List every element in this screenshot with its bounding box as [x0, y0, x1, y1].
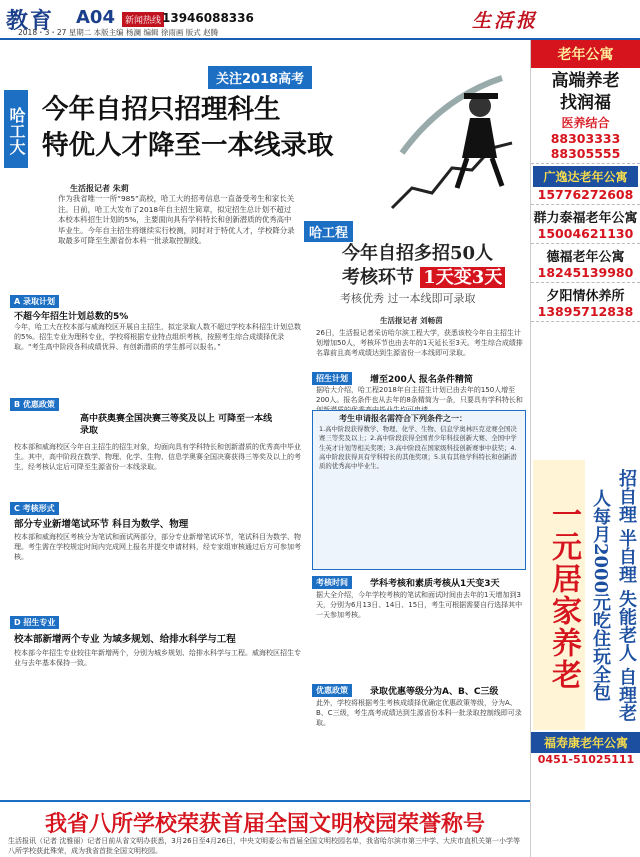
sub-headline-prefix: 考核环节 — [342, 267, 414, 288]
topic-tag: 关注2018高考 — [208, 66, 312, 89]
side-b-title: 学科考核和素质考核从1天变3天 — [370, 579, 500, 589]
side-c-tag: 优惠政策 — [312, 684, 352, 697]
sub-subhead: 考核优秀 过一本线即可录取 — [340, 292, 476, 305]
ad-qunli — [531, 205, 640, 244]
side-b-body: 据大全介绍，今年学校考核的笔试和面试时间由去年的1天增加到3天，分别为6月13日、14日、15日，考生可根据需要自行选择其中一天参加考核。 — [316, 591, 523, 619]
side-a-title: 增至200人 报名条件精简 — [370, 375, 473, 385]
ad-xiyang — [531, 283, 640, 322]
ad-qunli-title: 群力泰福老年公寓 — [533, 211, 638, 226]
section-a-title: 不超今年招生计划总数的5% — [14, 312, 129, 322]
side-a-tag: 招生计划 — [312, 372, 352, 385]
ad-header: 老年公寓 — [531, 40, 640, 68]
ad-xiyang-title: 夕阳情休养所 — [546, 289, 625, 304]
ad-qunli-tel: 15004621130 — [537, 226, 634, 241]
ad-vertical-left: 一元居家养老 — [533, 460, 585, 730]
section-b-tag: B 优惠政策 — [10, 398, 59, 411]
ad-runfu-tag: 医养结合 — [561, 116, 610, 130]
sub-tag: 哈工程 — [304, 221, 353, 242]
section-d-body: 校本部今年招生专业较往年新增两个，分别为城乡规划、给排水科学与工程。威海校区招生专业与去年基本保持一致。 — [14, 649, 301, 667]
ad-runfu — [531, 68, 640, 164]
ad-defu-tel: 18245139980 — [537, 265, 634, 280]
section-c-body: 校本部和威海校区考核分为笔试和面试两部分，部分专业新增笔试环节，笔试科目为数学、物理。考生需在学校规定时间内完成网上报名并提交申请材料，经专家组审核通过后方可参加考核。 — [14, 533, 301, 561]
side-c-body: 此外，学校将根据考生考核成绩择优确定优惠政策等级，分为A、B、C三级，考生高考成绩达到生源省份本科一批录取控制线即可录取。 — [316, 699, 522, 727]
section-b-body: 校本部和威海校区今年自主招生的招生对象，均面向具有学科特长和创新潜质的优秀高中毕业生。其中，高中阶段在数学、物理、化学、生物、信息学奥赛全国决赛获得三等奖及以上的考生，经考核认定后可降至生源省份一本线录取。 — [14, 443, 301, 471]
lead-paragraph: 作为我省唯一一所“985”高校，哈工大的招考信息一直备受考生和家长关注。日前，哈工大发布了2018年自主招生简章，拟定招生总计划不超过本校本科招生计划的5%，主要面向具有学科特长和创新潜质的优秀高中毕业生。今年自主招生将继续实行校测，同时对于特优人才，学校降分录取最多可降至生源省份本科一批录取控制线。 — [58, 194, 295, 245]
section-a-tag: A 录取计划 — [10, 295, 59, 308]
school-tag: 哈工大 — [4, 90, 28, 168]
issue-meta: 2018・3・27 星期二 本版主编 杨澜 编辑 徐雨画 版式 赵腾 — [18, 28, 219, 37]
ad-runfu-line2: 找润福 — [560, 93, 611, 113]
ad-runfu-tel2: 88305555 — [550, 146, 621, 161]
main-headline — [42, 92, 334, 164]
ad-runfu-line1: 高端养老 — [551, 71, 620, 91]
newspaper-logo: 生活报 — [472, 10, 539, 32]
byline: 生活报记者 朱莉 — [70, 184, 129, 193]
section-c-tag: C 考核形式 — [10, 502, 59, 515]
bottom-headline: 我省八所学校荣获首届全国文明校园荣誉称号 — [44, 811, 485, 837]
section-d-tag: D 招生专业 — [10, 616, 59, 629]
requirements-title: 考生申请报名需符合下列条件之一： — [339, 414, 467, 423]
section-d-title: 校本部新增两个专业 为域多规划、给排水科学与工程 — [14, 634, 236, 645]
side-c-title: 录取优惠等级分为A、B、C三级 — [370, 687, 499, 697]
masthead — [0, 0, 640, 40]
headline-line-2: 特优人才降至一本线录取 — [42, 130, 334, 161]
ad-xiyang-tel: 13895712838 — [537, 304, 634, 319]
ad-guangyida — [531, 164, 640, 205]
ad-footer-tel: 0451-51025111 — [537, 753, 635, 766]
sub-headline-line-1: 今年自招多招50人 — [342, 243, 494, 264]
side-a-body: 据哈大介绍，哈工程2018年自主招生计划已由去年的150人增至200人。报名条件也从去年的8条精简为一条，只要具有学科特长和 — [316, 386, 523, 404]
sub-body: 26日，生活报记者采访哈尔滨工程大学，获悉该校今年自主招生计划增加50人，考核环节也由去年的1天延长至3天。考生综合成绩排名靠前且高考成绩达到生源省份一本线即可录取。 — [316, 329, 523, 357]
hotline-label: 新闻热线 — [122, 12, 164, 27]
page-number: A04 — [76, 7, 115, 28]
ad-guangyida-tel: 15776272608 — [537, 187, 634, 202]
bottom-body: 生活报讯（记者 沈雅丽）记者日前从省文明办获悉，3月26日至4月26日，中央文明委公布首届全国文明校园名单，我省哈尔滨市第三中学、大庆市直机关第一小学等八所学校获此殊荣，成为我省首批全国文明校园。 — [8, 837, 520, 855]
sub-headline — [342, 242, 505, 290]
section-name: 教育 — [6, 8, 55, 34]
ad-footer-title: 福寿康老年公寓 — [531, 732, 640, 753]
sub-byline: 生活报记者 刘畅茵 — [380, 316, 443, 325]
ad-defu-title: 德福老年公寓 — [546, 250, 625, 265]
section-a-body: 今年，哈工大在校本部与威海校区开展自主招生，拟定录取人数不超过学校本科招生计划总数的5%。招生专业为理科专业，学校将根据专业特点组织考核，按照考生综合成绩择优录取。“考生高中阶段各科成绩优异、有创新潜质的学生都可以报名。” — [14, 323, 301, 351]
section-b-title: 高中获奥赛全国决赛三等奖及以上 可降至一本线录取 — [80, 414, 273, 436]
graduation-photo — [382, 58, 528, 218]
side-b-tag: 考核时间 — [312, 576, 352, 589]
sub-headline-highlight: 1天变3天 — [420, 267, 505, 288]
headline-line-1: 今年自招只招理科生 — [42, 94, 281, 125]
ad-column — [530, 40, 640, 857]
hotline-number: 13946088336 — [162, 11, 254, 25]
divider — [0, 800, 530, 802]
ad-defu — [531, 244, 640, 283]
ad-footer — [531, 732, 640, 766]
section-c-title: 部分专业新增笔试环节 科目为数学、物理 — [14, 519, 189, 530]
ad-vertical-right: 招自理 半自理 失能老人 自理老人每月2000元吃住玩全包 — [590, 468, 637, 722]
ad-guangyida-title: 广逸达老年公寓 — [533, 166, 638, 187]
requirements-list: 1.高中阶段获得数学、物理、化学、生物、信息学奥林匹克竞赛全国决赛三等奖及以上；2.高中阶段获得全国青少年科技创新大赛、全国中学生英才计划等相关奖项；3.高中阶段在国家级科技创新赛事中获奖；4.高中阶段获得具有学科特长的其他奖项；5.具有其他学科特长和创新潜质的优秀高中毕业生。 — [319, 425, 517, 471]
requirements-box — [312, 410, 526, 570]
ad-runfu-tel1: 88303333 — [550, 131, 621, 146]
